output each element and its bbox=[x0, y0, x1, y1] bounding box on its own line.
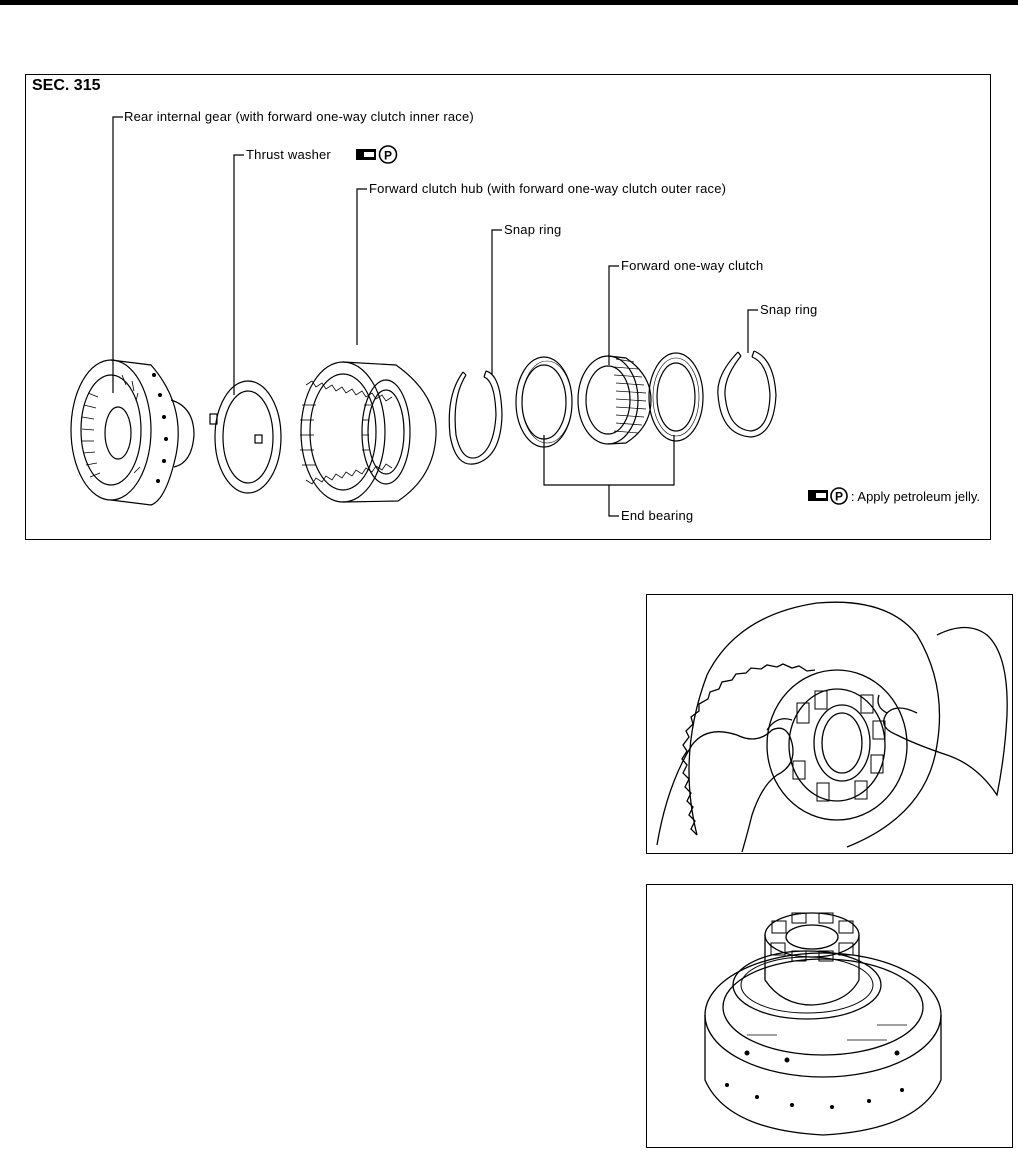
snap-ring-1-drawing bbox=[449, 371, 502, 464]
legend-jelly-icon bbox=[808, 487, 848, 505]
leader-thrust-washer bbox=[234, 155, 244, 395]
end-bearing-1-drawing bbox=[516, 357, 572, 447]
svg-text:P: P bbox=[383, 148, 393, 163]
install-illustration-1 bbox=[646, 594, 1013, 854]
callout-thrust-washer: Thrust washer bbox=[246, 147, 331, 162]
end-bearing-2-drawing bbox=[649, 353, 703, 441]
callout-rear-internal-gear: Rear internal gear (with forward one-way clutch inner race) bbox=[124, 109, 474, 124]
exploded-diagram bbox=[25, 74, 991, 540]
leader-rear-gear bbox=[113, 117, 123, 393]
callout-snap-ring-1: Snap ring bbox=[504, 222, 562, 237]
legend-text: : Apply petroleum jelly. bbox=[850, 488, 980, 504]
one-way-clutch-drawing bbox=[578, 356, 651, 444]
leader-clutch-hub bbox=[357, 189, 367, 345]
snap-ring-2-drawing bbox=[718, 351, 776, 437]
leader-end-bearing bbox=[544, 435, 674, 485]
leader-snap-ring-2 bbox=[748, 310, 758, 353]
top-rule bbox=[0, 0, 1018, 5]
install-illustration-2 bbox=[646, 884, 1013, 1148]
callout-forward-clutch-hub: Forward clutch hub (with forward one-way clutch outer race) bbox=[369, 181, 727, 196]
callout-end-bearing: End bearing bbox=[621, 508, 694, 523]
snap-ring-on-gear-illustration bbox=[647, 885, 1011, 1146]
parts-drawing bbox=[26, 75, 989, 538]
svg-text:P: P bbox=[834, 489, 843, 504]
rear-internal-gear-drawing bbox=[71, 360, 194, 505]
leader-one-way-clutch bbox=[609, 266, 619, 365]
section-label: SEC. 315 bbox=[32, 77, 101, 94]
thrust-washer-drawing bbox=[210, 381, 281, 493]
callout-forward-one-way-clutch: Forward one-way clutch bbox=[621, 258, 764, 273]
callout-snap-ring-2: Snap ring bbox=[760, 302, 818, 317]
hands-installing-bearing-illustration bbox=[647, 595, 1011, 852]
legend bbox=[808, 487, 980, 505]
forward-clutch-hub-drawing bbox=[300, 362, 436, 502]
petroleum-jelly-icon bbox=[356, 146, 397, 163]
leader-snap-ring-1 bbox=[492, 230, 502, 375]
